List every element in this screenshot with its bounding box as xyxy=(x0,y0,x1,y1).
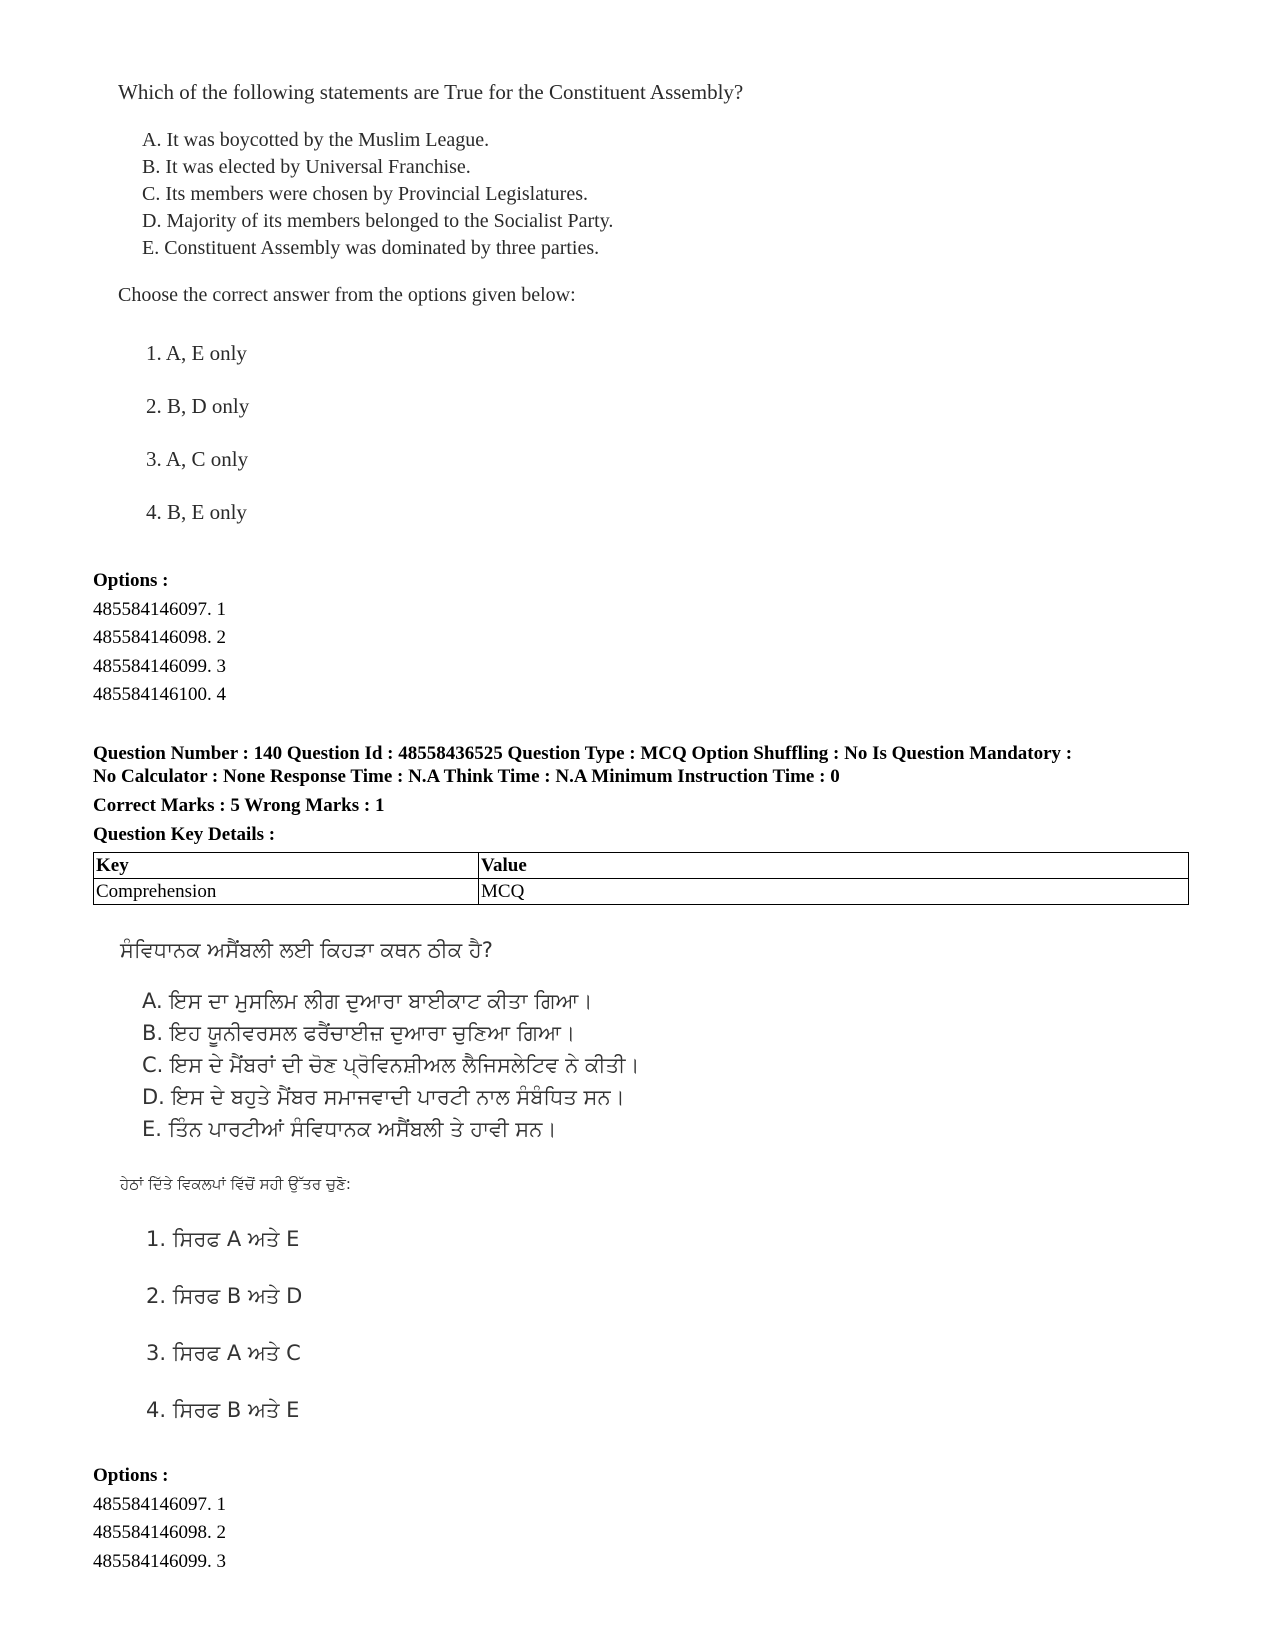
answer-2: 2. ਸਿਰਫ B ਅਤੇ D xyxy=(146,1284,303,1308)
key-details-heading: Question Key Details : xyxy=(93,824,276,845)
option-item: 485584146097. 1 xyxy=(93,598,226,620)
answer-3: 3. A, C only xyxy=(146,447,249,471)
table-cell: MCQ xyxy=(479,879,1189,905)
statement-b: B. ਇਹ ਯੂਨੀਵਰਸਲ ਫਰੈਂਚਾਈਜ਼ ਦੁਆਰਾ ਚੁਣਿਆ ਗਿਆ। xyxy=(142,1021,576,1045)
option-item: 485584146100. 4 xyxy=(93,684,226,705)
statement-list xyxy=(142,127,818,262)
table-header-row xyxy=(94,853,1189,879)
statement-e: E. ਤਿੰਨ ਪਾਰਟੀਆਂ ਸੰਵਿਧਾਨਕ ਅਸੈਂਬਲੀ ਤੇ ਹਾਵੀ ਸਨ। xyxy=(142,1117,557,1141)
option-item: 485584146098. 2 xyxy=(93,1522,226,1543)
meta-line-1: Question Number : 140 Question Id : 48558436525 Question Type : MCQ Option Shuffling : No Is Question Mandatory : xyxy=(93,743,1073,764)
answer-4: 4. ਸਿਰਫ B ਅਤੇ E xyxy=(146,1398,300,1422)
question-text: Which of the following statements are True for the Constituent Assembly? xyxy=(118,80,744,104)
options-list xyxy=(93,1462,226,1576)
options-heading: Options : xyxy=(93,570,169,591)
question-meta xyxy=(93,742,1193,846)
statement-c: C. ਇਸ ਦੇ ਮੈਂਬਰਾਂ ਦੀ ਚੋਣ ਪ੍ਰੋਵਿਨਸ਼ੀਅਲ ਲੈਜਿਸਲੇਟਿਵ ਨੇ ਕੀਤੀ। xyxy=(142,1053,640,1077)
marks-line: Correct Marks : 5 Wrong Marks : 1 xyxy=(93,795,385,816)
table-header-key: Key xyxy=(94,853,479,879)
answer-1: 1. ਸਿਰਫ A ਅਤੇ E xyxy=(146,1227,300,1251)
option-item: 485584146099. 3 xyxy=(93,1550,226,1572)
answer-3: 3. ਸਿਰਫ A ਅਤੇ C xyxy=(146,1341,301,1365)
statement-a: A. It was boycotted by the Muslim League. xyxy=(142,129,490,151)
choose-instruction: ਹੇਠਾਂ ਦਿੱਤੇ ਵਿਕਲਪਾਂ ਵਿੱਚੋਂ ਸਹੀ ਉੱਤਰ ਚੁਣੋ: xyxy=(120,1175,351,1193)
statement-e: E. Constituent Assembly was dominated by three parties. xyxy=(142,237,600,259)
statement-d: D. ਇਸ ਦੇ ਬਹੁਤੇ ਮੈਂਬਰ ਸਮਾਜਵਾਦੀ ਪਾਰਟੀ ਨਾਲ ਸੰਬੰਧਿਤ ਸਨ। xyxy=(142,1085,625,1109)
question-text: ਸੰਵਿਧਾਨਕ ਅਸੈਂਬਲੀ ਲਈ ਕਿਹੜਾ ਕਥਨ ਠੀਕ ਹੈ? xyxy=(120,938,493,962)
statement-a: A. ਇਸ ਦਾ ਮੁਸਲਿਮ ਲੀਗ ਦੁਆਰਾ ਬਾਈਕਾਟ ਕੀਤਾ ਗਿਆ। xyxy=(142,989,593,1013)
options-list xyxy=(93,567,226,710)
question-image-punjabi xyxy=(120,938,740,1439)
option-item: 485584146099. 3 xyxy=(93,655,226,677)
answer-4: 4. B, E only xyxy=(146,500,247,524)
statement-b: B. It was elected by Universal Franchise. xyxy=(142,156,471,178)
option-item: 485584146097. 1 xyxy=(93,1493,226,1515)
answer-1: 1. A, E only xyxy=(146,341,247,365)
table-cell: Comprehension xyxy=(94,879,479,905)
choose-instruction: Choose the correct answer from the options given below: xyxy=(118,284,576,306)
statement-c: C. Its members were chosen by Provincial Legislatures. xyxy=(142,183,588,205)
options-heading: Options : xyxy=(93,1465,169,1486)
answer-list xyxy=(146,1211,740,1439)
key-details-table xyxy=(93,852,1189,905)
answer-2: 2. B, D only xyxy=(146,394,250,418)
question-image-english xyxy=(118,80,818,539)
option-item: 485584146098. 2 xyxy=(93,627,226,648)
statement-d: D. Majority of its members belonged to the Socialist Party. xyxy=(142,210,614,232)
statement-list xyxy=(142,985,740,1145)
table-header-value: Value xyxy=(479,853,1189,879)
meta-line-2: No Calculator : None Response Time : N.A Think Time : N.A Minimum Instruction Time : 0 xyxy=(93,766,840,787)
answer-list xyxy=(146,327,818,539)
table-row xyxy=(94,879,1189,905)
